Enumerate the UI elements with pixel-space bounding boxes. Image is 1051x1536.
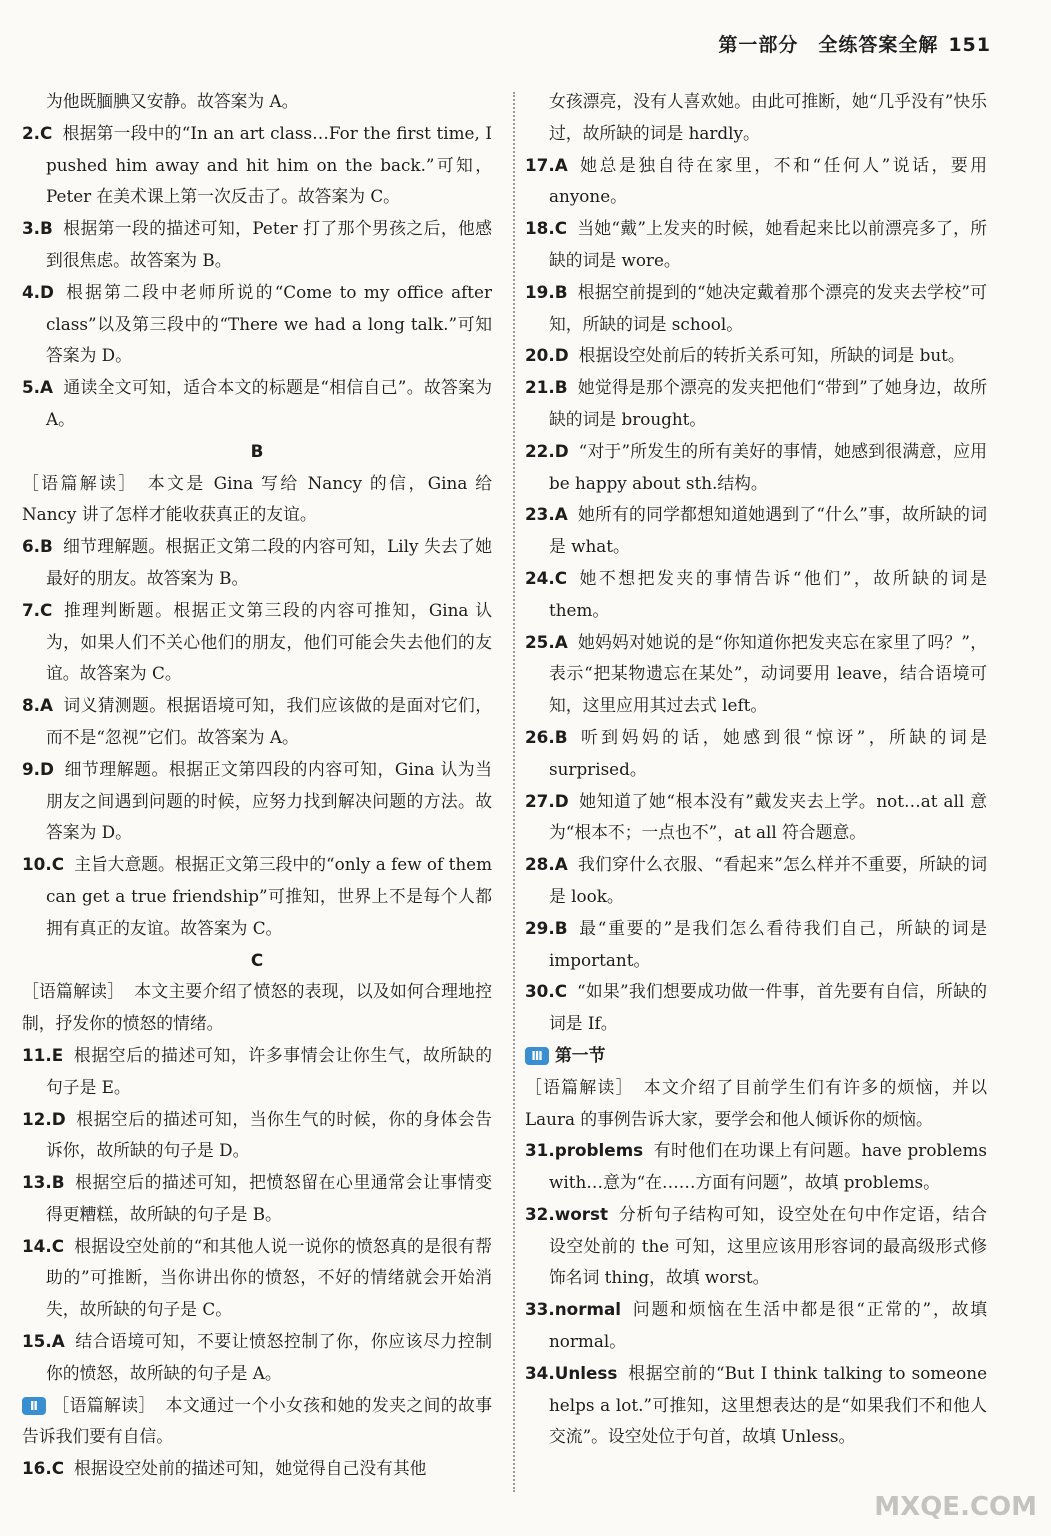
answer-explanation: 结合语境可知，不要让愤怒控制了你，你应该尽力控制你的愤怒，故所缺的句子是 A。 — [46, 1331, 492, 1383]
answer-explanation: 根据设空处前后的转折关系可知，所缺的词是 but。 — [578, 345, 965, 366]
answer-item — [22, 1104, 492, 1168]
answer-number: 27.D — [525, 790, 569, 811]
answer-explanation: 分析句子结构可知，设空处在句中作定语，结合设空处前的 the 可知，这里应该用形容词的最高级形式修饰名词 thing，故填 worst。 — [549, 1203, 987, 1288]
answer-item — [525, 1358, 987, 1453]
passage-heading: C — [250, 949, 264, 970]
answer-explanation: 根据设空处前的描述可知，她觉得自己没有其他 — [74, 1458, 427, 1479]
answer-explanation: 她妈妈对她说的是“你知道你把发夹忘在家里了吗？”，表示“把某物遗忘在某处”，动词要用 leave，结合语境可知，这里应用其过去式 left。 — [549, 631, 987, 716]
answer-number: 7.C — [22, 599, 53, 620]
page-header — [718, 30, 991, 57]
page-number: 151 — [948, 34, 991, 56]
section-number-badge: Ⅲ — [525, 1047, 549, 1065]
answer-explanation: 她总是独自待在家里，不和“任何人”说话，要用 anyone。 — [549, 154, 987, 207]
answer-item — [525, 340, 987, 372]
continued-text: 为他既腼腆又安静。故答案为 A。 — [46, 91, 299, 111]
summary-label: ［语篇解读］ — [22, 472, 138, 493]
header-title: 第一部分 全练答案全解 — [718, 34, 939, 56]
answer-explanation: “对于”所发生的所有美好的事情，她感到很满意，应用 be happy about sth.结构。 — [549, 440, 987, 493]
answer-number: 8.A — [22, 695, 54, 716]
answer-number: 32.worst — [525, 1203, 609, 1224]
answer-explanation: 通读全文可知，适合本文的标题是“相信自己”。故答案为 A。 — [46, 377, 492, 429]
answer-item — [22, 1453, 492, 1485]
answer-number: 25.A — [525, 631, 568, 652]
summary-text: 本文主要介绍了愤怒的表现，以及如何合理地控制，抒发你的愤怒的情绪。 — [22, 981, 492, 1034]
answer-number: 6.B — [22, 536, 53, 557]
answer-number: 26.B — [525, 726, 568, 747]
watermark-logo — [867, 1462, 1037, 1522]
answer-explanation: 她知道了她“根本没有”戴发夹去上学。not…at all 意为“根本不；一点也不”，at all 符合题意。 — [549, 790, 987, 843]
answer-number: 30.C — [525, 981, 568, 1002]
left-column — [22, 86, 492, 1485]
answer-explanation: 根据第二段中老师所说的“Come to my office after class”以及第三段中的“There we had a long talk.”可知答案为 D。 — [46, 281, 492, 366]
answer-number: 11.E — [22, 1044, 64, 1065]
answer-item — [22, 277, 492, 372]
answer-number: 18.C — [525, 218, 568, 239]
answer-explanation: 她所有的同学都想知道她遇到了“什么”事，故所缺的词是 what。 — [549, 504, 987, 557]
passage-summary — [22, 1390, 492, 1454]
answer-number: 24.C — [525, 567, 568, 588]
summary-label: ［语篇解读］ — [525, 1076, 634, 1097]
answer-item — [525, 1199, 987, 1294]
answer-item — [22, 595, 492, 690]
answer-item — [525, 499, 987, 563]
answer-number: 23.A — [525, 504, 568, 525]
answer-explanation: 我们穿什么衣服、“看起来”怎么样并不重要，所缺的词是 look。 — [549, 854, 987, 906]
answer-number: 21.B — [525, 377, 568, 398]
answer-explanation: 推理判断题。根据正文第三段的内容可推知，Gina 认为，如果人们不关心他们的朋友，他们可能会失去他们的友谊。故答案为 C。 — [46, 599, 492, 684]
answer-explanation: 问题和烦恼在生活中都是很“正常的”，故填 normal。 — [549, 1299, 987, 1352]
answer-number: 34.Unless — [525, 1362, 618, 1383]
summary-text: 本文介绍了目前学生们有许多的烦恼，并以 Laura 的事例告诉大家，要学会和他人倾诉你的烦恼。 — [525, 1076, 987, 1129]
answer-item — [525, 213, 987, 277]
answer-item — [525, 372, 987, 436]
answer-explanation: 细节理解题。根据正文第四段的内容可知，Gina 认为当朋友之间遇到问题的时候，应努力找到解决问题的方法。故答案为 D。 — [46, 758, 492, 843]
answer-item — [22, 1167, 492, 1231]
answer-explanation: 当她“戴”上发夹的时候，她看起来比以前漂亮多了，所缺的词是 wore。 — [549, 218, 987, 270]
passage-heading: B — [250, 440, 264, 461]
answer-item — [22, 372, 492, 436]
answer-number: 13.B — [22, 1172, 65, 1193]
answer-item — [22, 213, 492, 277]
answer-item — [525, 627, 987, 722]
summary-label: ［语篇解读］ — [52, 1394, 156, 1415]
answer-item — [22, 1040, 492, 1104]
answer-explanation: 最“重要的”是我们怎么看待我们自己，所缺的词是 important。 — [549, 917, 987, 970]
answer-item — [525, 277, 987, 341]
answer-explanation: “如果”我们想要成功做一件事，首先要有自信，所缺的词是 If。 — [549, 981, 987, 1034]
answer-number: 5.A — [22, 377, 54, 398]
answer-explanation: 主旨大意题。根据正文第三段中的“only a few of them can get a true friendship”可推知，世界上不是每个人都拥有真正的友谊。故答案为 C。 — [46, 854, 492, 938]
answer-explanation: 根据第一段的描述可知，Peter 打了那个男孩之后，他感到很焦虑。故答案为 B。 — [46, 218, 492, 270]
answer-number: 14.C — [22, 1235, 65, 1256]
summary-text: 本文通过一个小女孩和她的发夹之间的故事告诉我们要有自信。 — [22, 1394, 492, 1447]
answer-number: 17.A — [525, 154, 568, 175]
answer-item — [525, 913, 987, 977]
answer-explanation: 她不想把发夹的事情告诉“他们”，故所缺的词是 them。 — [549, 567, 987, 620]
answer-number: 15.A — [22, 1331, 65, 1352]
column-divider — [513, 92, 515, 1492]
answer-explanation: 听到妈妈的话，她感到很“惊讶”，所缺的词是 surprised。 — [549, 726, 987, 779]
answer-number: 31.problems — [525, 1140, 644, 1161]
watermark-text: MXQE.COM — [874, 1492, 1037, 1522]
answer-number: 28.A — [525, 854, 568, 875]
answer-item — [525, 976, 987, 1040]
answer-explanation: 根据第一段中的“In an art class…For the first time, I pushed him away and hit him on the back.”可知，Peter 在美术课上第一次反击了。故答案为 C。 — [46, 122, 492, 207]
answer-explanation: 她觉得是那个漂亮的发夹把他们“带到”了她身边，故所缺的词是 brought。 — [549, 377, 987, 429]
answer-explanation: 有时他们在功课上有问题。have problems with…意为“在……方面有问题”，故填 problems。 — [549, 1140, 987, 1193]
answer-number: 3.B — [22, 218, 53, 239]
answer-item — [525, 1135, 987, 1199]
answer-item — [525, 1294, 987, 1358]
answer-explanation: 根据设空处前的“和其他人说一说你的愤怒真的是很有帮助的”可推断，当你讲出你的愤怒，不好的情绪就会开始消失，故所缺的句子是 C。 — [46, 1235, 492, 1320]
passage-summary — [525, 1072, 987, 1136]
answer-item — [525, 436, 987, 500]
answer-explanation: 根据空后的描述可知，把愤怒留在心里通常会让事情变得更糟糕，故所缺的句子是 B。 — [46, 1172, 492, 1224]
answer-item — [525, 849, 987, 913]
answer-explanation: 根据空前的“But I think talking to someone helps a lot.”可推知，这里想表达的是“如果我们不和他人交流”。设空处位于句首，故填 Unless。 — [549, 1362, 987, 1447]
answer-number: 19.B — [525, 281, 568, 302]
answer-item — [525, 722, 987, 786]
answer-item — [525, 150, 987, 214]
answer-number: 20.D — [525, 345, 569, 366]
answer-item — [22, 1326, 492, 1390]
passage-summary — [22, 468, 492, 532]
summary-text: 本文是 Gina 写给 Nancy 的信，Gina 给 Nancy 讲了怎样才能收获真正的友谊。 — [22, 472, 492, 525]
answer-explanation: 根据空后的描述可知，许多事情会让你生气，故所缺的句子是 E。 — [46, 1044, 492, 1097]
answer-number: 33.normal — [525, 1299, 622, 1320]
right-column — [525, 86, 987, 1453]
answer-item — [22, 849, 492, 944]
answer-item — [22, 690, 492, 754]
answer-explanation: 词义猜测题。根据语境可知，我们应该做的是面对它们，而不是“忽视”它们。故答案为 A。 — [46, 695, 492, 747]
passage-summary — [22, 976, 492, 1040]
answer-number: 16.C — [22, 1458, 65, 1479]
answer-item — [525, 786, 987, 850]
answer-explanation: 根据空后的描述可知，当你生气的时候，你的身体会告诉你，故所缺的句子是 D。 — [46, 1108, 492, 1161]
answer-number: 12.D — [22, 1108, 66, 1129]
answer-number: 29.B — [525, 917, 568, 938]
answer-explanation: 细节理解题。根据正文第二段的内容可知，Lily 失去了她最好的朋友。故答案为 B。 — [46, 536, 492, 588]
answer-number: 4.D — [22, 281, 54, 302]
answer-item — [22, 118, 492, 213]
summary-label: ［语篇解读］ — [22, 981, 125, 1002]
section-number-badge: Ⅱ — [22, 1397, 46, 1415]
answer-number: 22.D — [525, 440, 569, 461]
answer-item — [22, 754, 492, 849]
answer-item — [525, 563, 987, 627]
answer-number: 2.C — [22, 122, 53, 143]
answer-number: 9.D — [22, 758, 54, 779]
answer-number: 10.C — [22, 854, 65, 875]
answer-item — [22, 1231, 492, 1326]
section-heading — [525, 1040, 987, 1072]
answer-item — [22, 531, 492, 595]
answer-explanation: 根据空前提到的“她决定戴着那个漂亮的发夹去学校”可知，所缺的词是 school。 — [549, 281, 987, 334]
continued-text: 女孩漂亮，没有人喜欢她。由此可推断，她“几乎没有”快乐过，故所缺的词是 hardly。 — [549, 91, 987, 143]
section-title-text: 第一节 — [555, 1044, 606, 1065]
